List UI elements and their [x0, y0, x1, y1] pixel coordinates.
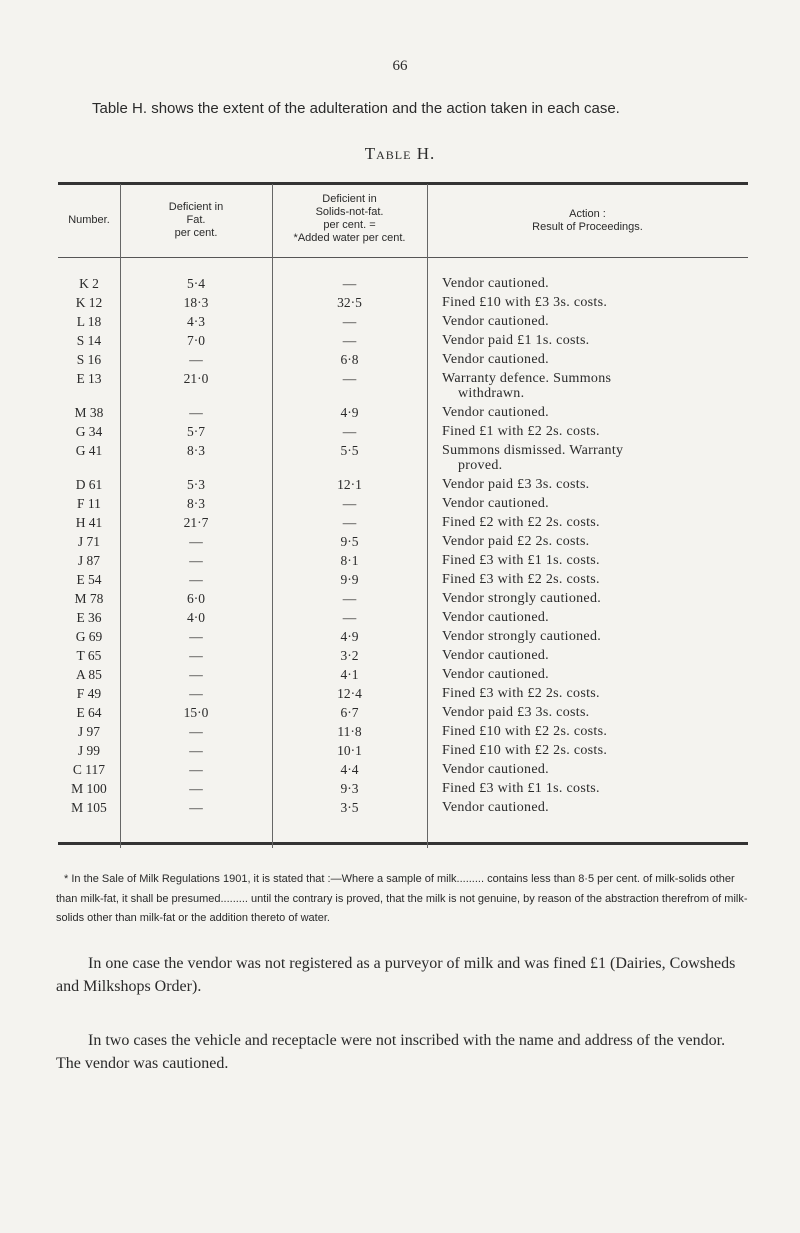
solids-deficiency-cell: 9·3 [340, 781, 359, 796]
action-cell [427, 572, 748, 591]
fat-deficiency-cell: 6·0 [187, 591, 205, 606]
solids-deficiency-cell: 4·9 [340, 405, 359, 420]
fat-deficiency-cell: 5·3 [187, 477, 205, 492]
action-text: Vendor paid £2 2s. costs. [442, 534, 590, 549]
fat-deficiency-cell: — [189, 743, 203, 758]
action-text: Fined £3 with £2 2s. costs. [442, 686, 600, 701]
action-cell [427, 629, 748, 648]
fat-deficiency-cell: 4·0 [187, 610, 205, 625]
fat-deficiency-cell: 21·0 [183, 371, 209, 386]
solids-deficiency-cell: 9·5 [340, 534, 359, 549]
table-row [58, 686, 748, 705]
action-text: Vendor paid £1 1s. costs. [442, 333, 590, 348]
sample-number-cell: D 61 [75, 477, 103, 492]
sample-number-cell: F 11 [77, 496, 101, 511]
table-row [58, 762, 748, 781]
fat-deficiency-cell: 15·0 [183, 705, 209, 720]
fat-deficiency-cell: 18·3 [183, 295, 209, 310]
table-row [58, 371, 748, 405]
action-cell [427, 424, 748, 443]
page-number: 66 [392, 58, 408, 74]
fat-deficiency-cell: — [189, 553, 203, 568]
fat-deficiency-cell: — [189, 648, 203, 663]
fat-deficiency-cell: — [189, 762, 203, 777]
table-row [58, 591, 748, 610]
table-row [58, 724, 748, 743]
action-cell [427, 352, 748, 371]
table-row [58, 629, 748, 648]
header-line: per cent. = [323, 219, 376, 231]
fat-deficiency-cell: — [189, 534, 203, 549]
action-text: Vendor cautioned. [442, 800, 549, 815]
action-cell [427, 648, 748, 667]
action-cell [427, 591, 748, 610]
sample-number-cell: M 100 [71, 781, 107, 796]
action-text: Vendor cautioned. [442, 762, 549, 777]
table-row [58, 743, 748, 762]
action-text: Vendor cautioned. [442, 314, 549, 329]
action-cell [427, 800, 748, 819]
solids-deficiency-cell: — [342, 496, 357, 511]
header-line: Deficient in [322, 193, 377, 205]
solids-deficiency-cell: 3·2 [340, 648, 359, 663]
header-fat [120, 201, 272, 240]
table-row [58, 295, 748, 314]
sample-number-cell: C 117 [72, 762, 106, 777]
sample-number-cell: F 49 [76, 686, 102, 701]
sample-number-cell: E 13 [76, 371, 102, 386]
header-line: *Added water per cent. [293, 232, 406, 244]
sample-number-cell: G 69 [75, 629, 103, 644]
action-text-continued: withdrawn. [458, 386, 525, 401]
action-cell [427, 762, 748, 781]
action-cell [427, 610, 748, 629]
action-cell [427, 724, 748, 743]
sample-number-cell: M 78 [74, 591, 104, 606]
solids-deficiency-cell: — [342, 424, 357, 439]
action-text: Fined £10 with £2 2s. costs. [442, 743, 608, 758]
solids-deficiency-cell: 8·1 [340, 553, 359, 568]
solids-deficiency-cell: 9·9 [340, 572, 359, 587]
action-text-continued: proved. [458, 458, 503, 473]
action-text: Fined £3 with £2 2s. costs. [442, 572, 600, 587]
header-line: Action : [569, 208, 606, 220]
fat-deficiency-cell: 21·7 [183, 515, 209, 530]
table-row [58, 705, 748, 724]
sample-number-cell: K 12 [75, 295, 103, 310]
sample-number-cell: E 64 [76, 705, 102, 720]
table-title: Table H. [364, 144, 436, 163]
solids-deficiency-cell: 6·8 [340, 352, 359, 367]
action-cell [427, 534, 748, 553]
fat-deficiency-cell: 7·0 [187, 333, 205, 348]
table-row [58, 477, 748, 496]
action-cell [427, 371, 748, 405]
sample-number-cell: J 97 [77, 724, 101, 739]
header-line: per cent. [174, 227, 218, 239]
header-line: Fat. [186, 214, 206, 226]
action-text: Vendor cautioned. [442, 667, 549, 682]
action-text: Vendor cautioned. [442, 405, 549, 420]
action-cell [427, 295, 748, 314]
table-row [58, 781, 748, 800]
table-row [58, 314, 748, 333]
action-cell [427, 276, 748, 295]
action-cell [427, 686, 748, 705]
action-cell [427, 515, 748, 534]
action-cell [427, 705, 748, 724]
footnote: * In the Sale of Milk Regulations 1901, it is stated that :—Where a sample of milk......... contains less than 8·5 per cent. of milk-solids other than milk-fat, it shall be presumed......... until the contrary is proved, that the milk is not genuine, by reason of the abstraction therefrom of milk-solids other than milk-fat or the addition thereto of water. [56, 873, 748, 924]
action-cell [427, 496, 748, 515]
header-solids [272, 193, 427, 245]
table-row [58, 333, 748, 352]
header-line: Deficient in [168, 201, 224, 213]
solids-deficiency-cell: — [342, 333, 357, 348]
action-text: Fined £3 with £1 1s. costs. [442, 781, 600, 796]
action-cell [427, 781, 748, 800]
action-text: Warranty defence. Summons [442, 371, 612, 386]
solids-deficiency-cell: — [342, 314, 357, 329]
paragraph: In one case the vendor was not registered as a purveyor of milk and was fined £1 (Dairies, Cowsheds and Milkshops Order). [56, 955, 736, 995]
action-cell [427, 667, 748, 686]
table-row [58, 610, 748, 629]
sample-number-cell: A 85 [76, 667, 102, 682]
table-row [58, 424, 748, 443]
action-text: Vendor cautioned. [442, 352, 549, 367]
fat-deficiency-cell: — [189, 667, 203, 682]
action-cell [427, 477, 748, 496]
action-text: Vendor cautioned. [442, 276, 549, 291]
paragraph: In two cases the vehicle and receptacle were not inscribed with the name and address of the vendor. The vendor was cautioned. [56, 1032, 726, 1072]
table-top-rule [58, 182, 748, 185]
table-row [58, 276, 748, 295]
table-header-rule [58, 257, 748, 258]
fat-deficiency-cell: 5·4 [187, 276, 205, 291]
solids-deficiency-cell: — [342, 515, 357, 530]
action-text: Fined £1 with £2 2s. costs. [442, 424, 600, 439]
sample-number-cell: E 54 [76, 572, 102, 587]
solids-deficiency-cell: — [342, 591, 357, 606]
action-text: Fined £3 with £1 1s. costs. [442, 553, 600, 568]
solids-deficiency-cell: 12·1 [337, 477, 362, 492]
solids-deficiency-cell: 4·4 [340, 762, 359, 777]
solids-deficiency-cell: 4·1 [340, 667, 359, 682]
sample-number-cell: J 87 [77, 553, 101, 568]
action-text: Summons dismissed. Warranty [442, 443, 624, 458]
fat-deficiency-cell: — [189, 352, 203, 367]
solids-deficiency-cell: — [342, 371, 357, 386]
sample-number-cell: E 36 [76, 610, 102, 625]
table-row [58, 496, 748, 515]
fat-deficiency-cell: 8·3 [187, 443, 205, 458]
action-text: Fined £10 with £2 2s. costs. [442, 724, 608, 739]
action-cell [427, 405, 748, 424]
sample-number-cell: S 16 [76, 352, 102, 367]
action-text: Vendor strongly cautioned. [442, 629, 602, 644]
fat-deficiency-cell: 4·3 [187, 314, 205, 329]
table-row [58, 800, 748, 819]
action-cell [427, 743, 748, 762]
table-row [58, 443, 748, 477]
solids-deficiency-cell: 5·5 [340, 443, 359, 458]
table-row [58, 648, 748, 667]
solids-deficiency-cell: 10·1 [337, 743, 362, 758]
action-cell [427, 333, 748, 352]
fat-deficiency-cell: 5·7 [187, 424, 205, 439]
fat-deficiency-cell: — [189, 800, 203, 815]
sample-number-cell: H 41 [75, 515, 103, 530]
solids-deficiency-cell: 3·5 [340, 800, 359, 815]
sample-number-cell: K 2 [79, 276, 99, 291]
fat-deficiency-cell: — [189, 686, 203, 701]
action-text: Vendor paid £3 3s. costs. [442, 477, 590, 492]
table-body [58, 276, 748, 819]
sample-number-cell: G 34 [75, 424, 103, 439]
action-cell [427, 553, 748, 572]
solids-deficiency-cell: — [342, 610, 357, 625]
fat-deficiency-cell: — [189, 781, 203, 796]
sample-number-cell: G 41 [75, 443, 103, 458]
table-row [58, 352, 748, 371]
action-text: Fined £10 with £3 3s. costs. [442, 295, 608, 310]
solids-deficiency-cell: 11·8 [337, 724, 362, 739]
fat-deficiency-cell: — [189, 724, 203, 739]
action-text: Vendor strongly cautioned. [442, 591, 602, 606]
solids-deficiency-cell: — [342, 276, 357, 291]
table-row [58, 515, 748, 534]
header-line: Number. [68, 214, 110, 226]
sample-number-cell: T 65 [76, 648, 102, 663]
fat-deficiency-cell: — [189, 572, 203, 587]
header-line: Result of Proceedings. [532, 221, 643, 233]
fat-deficiency-cell: 8·3 [187, 496, 205, 511]
action-text: Vendor cautioned. [442, 610, 549, 625]
action-text: Vendor cautioned. [442, 496, 549, 511]
sample-number-cell: J 99 [77, 743, 101, 758]
table-bottom-rule [58, 842, 748, 845]
solids-deficiency-cell: 32·5 [337, 295, 362, 310]
header-line: Solids-not-fat. [315, 206, 384, 218]
header-action [427, 208, 748, 234]
sample-number-cell: J 71 [77, 534, 101, 549]
fat-deficiency-cell: — [189, 405, 203, 420]
action-text: Vendor paid £3 3s. costs. [442, 705, 590, 720]
action-cell [427, 314, 748, 333]
action-text: Fined £2 with £2 2s. costs. [442, 515, 600, 530]
intro-text: Table H. shows the extent of the adulteration and the action taken in each case. [92, 100, 620, 117]
table-row [58, 572, 748, 591]
sample-number-cell: L 18 [76, 314, 102, 329]
sample-number-cell: M 38 [74, 405, 104, 420]
solids-deficiency-cell: 12·4 [337, 686, 362, 701]
table-row [58, 553, 748, 572]
fat-deficiency-cell: — [189, 629, 203, 644]
action-text: Vendor cautioned. [442, 648, 549, 663]
table-row [58, 405, 748, 424]
table-row [58, 667, 748, 686]
action-cell [427, 443, 748, 477]
solids-deficiency-cell: 6·7 [340, 705, 359, 720]
solids-deficiency-cell: 4·9 [340, 629, 359, 644]
table-row [58, 534, 748, 553]
sample-number-cell: S 14 [76, 333, 102, 348]
header-number [58, 214, 120, 227]
sample-number-cell: M 105 [71, 800, 107, 815]
